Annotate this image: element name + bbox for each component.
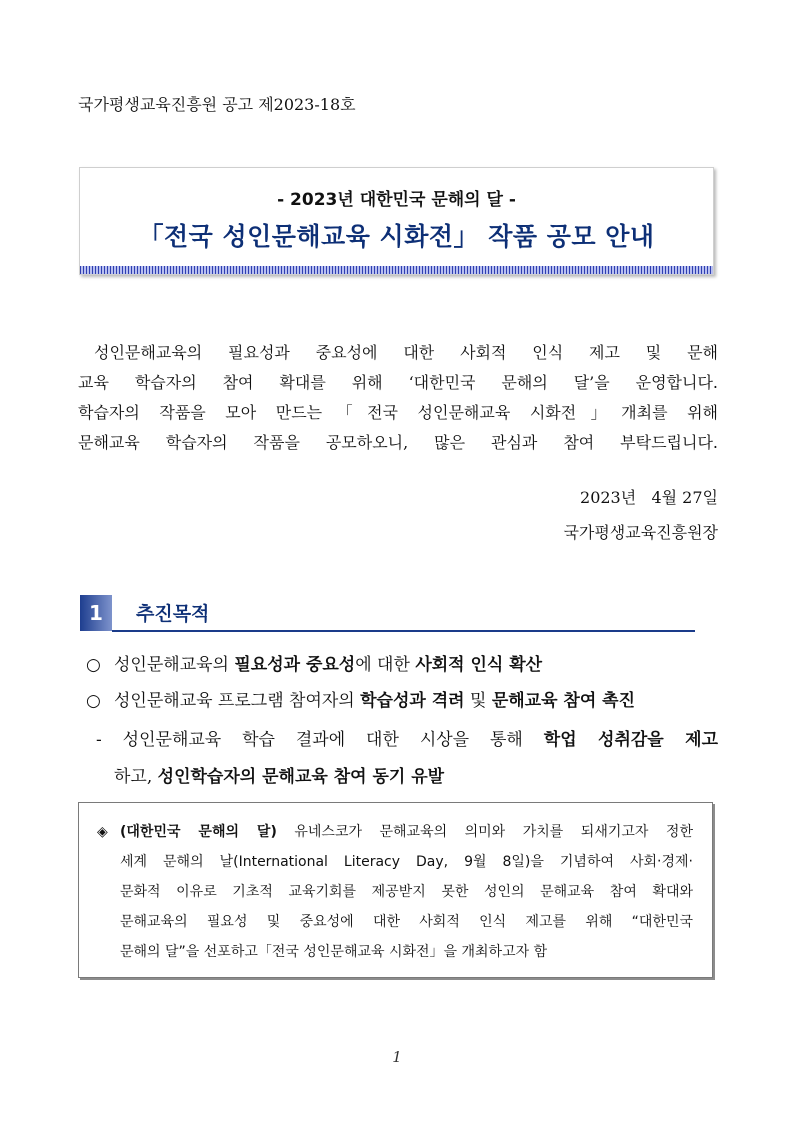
section-header (80, 595, 695, 633)
signer: 국가평생교육진흥원장 (563, 523, 718, 542)
intro-line: 문해교육 학습자의 작품을 공모하오니, 많은 관심과 참여 부탁드립니다. (78, 433, 718, 452)
note-line-text: 유네스코가 문해교육의 의미와 가치를 되새기고자 정한 (276, 824, 693, 840)
intro-line: 학습자의 작품을 모아 만드는「전국 성인문해교육 시화전」개최를 위해 (78, 403, 718, 422)
purpose-sub-bullet-continued (114, 762, 444, 787)
page-number: 1 (392, 1048, 402, 1066)
note-line: 문해의 달”을 선포하고「전국 성인문해교육 시화전」을 개최하고자 함 (120, 944, 548, 960)
note-label: (대한민국 문해의 달) (120, 824, 277, 840)
notice-number: 국가평생교육진흥원 공고 제2023-18호 (78, 95, 356, 114)
note-line: 문화적 이유로 기초적 교육기회를 제공받지 못한 성인의 문해교육 참여 확대와 (120, 884, 693, 900)
bullet-text: 성인문해교육 프로그램 참여자의 (114, 691, 361, 711)
bullet-emphasis: 학습성과 격려 (360, 691, 465, 711)
bullet-text: 하고, (114, 767, 158, 787)
note-line (97, 817, 693, 847)
intro-line: 성인문해교육의 필요성과 중요성에 대한 사회적 인식 제고 및 문해 (94, 343, 718, 362)
purpose-bullet (86, 650, 542, 675)
bullet-emphasis: 성인학습자의 문해교육 참여 동기 유발 (157, 767, 445, 787)
title-box (79, 167, 714, 275)
notice-date: 2023년 4월 27일 (580, 488, 718, 507)
bullet-emphasis: 문해교육 참여 촉진 (491, 691, 636, 711)
bullet-text: 에 대한 (355, 655, 416, 675)
bullet-text: 성인문해교육의 (114, 655, 235, 675)
dash-bullet-icon: - (96, 730, 102, 750)
section-number-badge: 1 (80, 595, 112, 631)
purpose-bullet (86, 686, 635, 711)
note-line: 세계 문해의 날(International Literacy Day, 9월 8일)을 기념하여 사회‧경제‧ (120, 854, 693, 870)
bullet-emphasis: 학업 성취감을 제고 (543, 730, 718, 750)
intro-line: 교육 학습자의 참여 확대를 위해 ‘대한민국 문해의 달’을 운영합니다. (78, 373, 718, 392)
bullet-emphasis: 필요성과 중요성 (234, 655, 356, 675)
circle-bullet-icon: ○ (86, 691, 101, 711)
title-decorative-bar (80, 266, 713, 274)
bullet-text: 성인문해교육 학습 결과에 대한 시상을 통해 (122, 730, 544, 750)
section-title: 추진목적 (136, 603, 210, 625)
purpose-sub-bullet (96, 725, 718, 750)
intro-paragraph (78, 338, 718, 458)
diamond-bullet-icon: ◈ (97, 824, 108, 840)
bullet-emphasis: 사회적 인식 확산 (415, 655, 543, 675)
bullet-text: 및 (464, 691, 492, 711)
note-box (78, 802, 713, 978)
note-line: 문해교육의 필요성 및 중요성에 대한 사회적 인식 제고를 위해 “대한민국 (120, 914, 693, 930)
title-subtitle: - 2023년 대한민국 문해의 달 - (277, 190, 516, 210)
section-underline (112, 630, 695, 632)
page-title: 「전국 성인문해교육 시화전」 작품 공모 안내 (138, 222, 655, 251)
circle-bullet-icon: ○ (86, 655, 101, 675)
note-text (97, 817, 693, 967)
